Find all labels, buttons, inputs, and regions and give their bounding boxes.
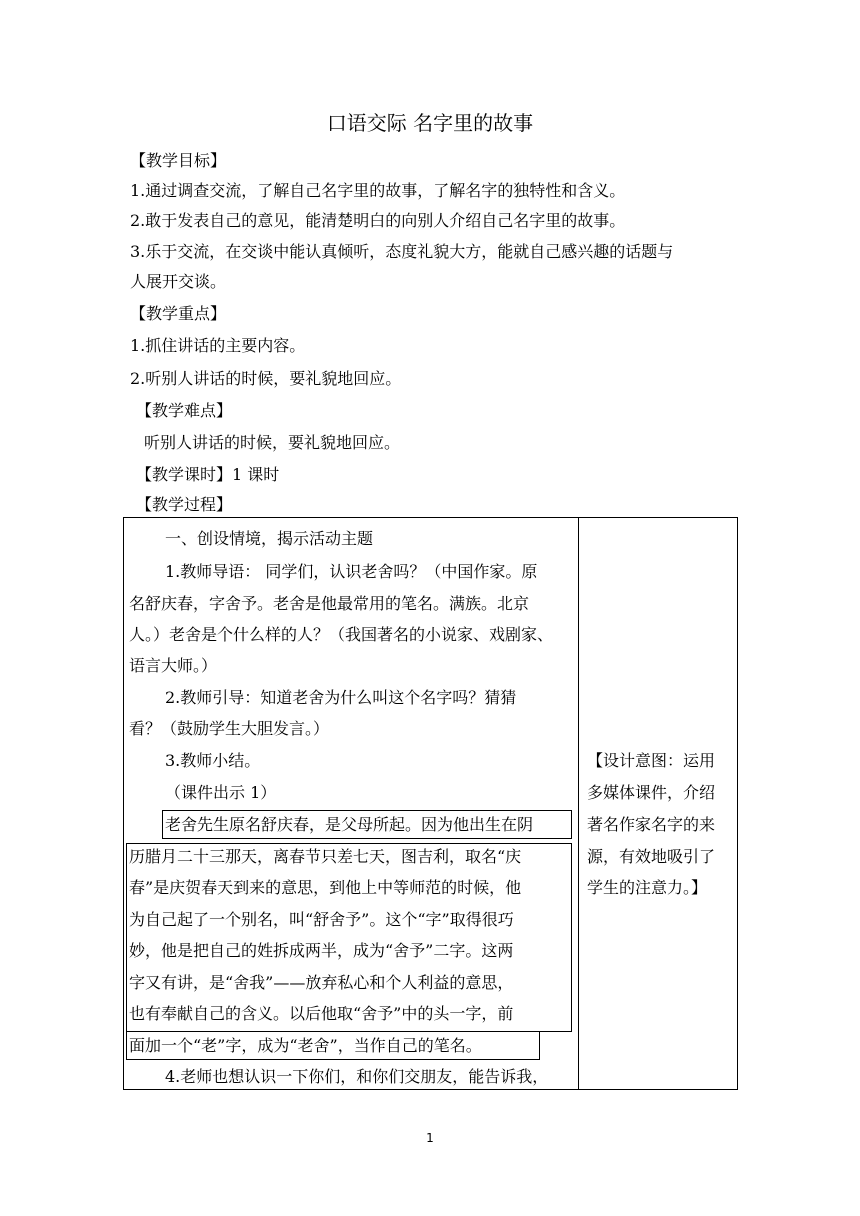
goal-item-3-line-2: 人展开交谈。 xyxy=(130,272,227,291)
process-line: 看？（鼓励学生大胆发言。） xyxy=(129,719,330,738)
excerpt-line: 也有奉献自己的含义。以后他取“舍予”中的头一字，前 xyxy=(129,1004,514,1023)
key-point-1: 1.抓住讲话的主要内容。 xyxy=(130,336,306,355)
process-line: （课件出示 1） xyxy=(165,783,277,802)
process-line: 4.老师也想认识一下你们，和你们交朋友，能告诉我， xyxy=(165,1067,549,1086)
table-column-divider xyxy=(578,517,579,1090)
goal-item-2: 2.敢于发表自己的意见，能清楚明白的向别人介绍自己名字里的故事。 xyxy=(130,211,626,230)
difficulty-text: 听别人讲话的时候，要礼貌地回应。 xyxy=(144,433,401,452)
design-intent-line: 【设计意图：运用 xyxy=(587,751,716,770)
excerpt-line: 面加一个“老”字，成为“老舍”，当作自己的笔名。 xyxy=(129,1036,482,1055)
excerpt-line: 老舍先生原名舒庆春，是父母所起。因为他出生在阴 xyxy=(165,815,534,834)
excerpt-line: 字又有讲，是“舍我”——放弃私心和个人利益的意思， xyxy=(129,973,514,992)
process-section-heading: 一、创设情境，揭示活动主题 xyxy=(165,529,374,548)
goal-item-1: 1.通过调查交流，了解自己名字里的故事，了解名字的独特性和含义。 xyxy=(130,181,626,200)
excerpt-line: 历腊月二十三那天，离春节只差七天，图吉利，取名“庆 xyxy=(129,847,522,866)
process-line: 2.教师引导：知道老舍为什么叫这个名字吗？猜猜 xyxy=(165,688,517,707)
design-intent-line: 著名作家名字的来 xyxy=(587,815,716,834)
design-intent-line: 多媒体课件，介绍 xyxy=(587,783,716,802)
design-intent-line: 学生的注意力。】 xyxy=(587,878,708,897)
hours-text: 【教学课时】1 课时 xyxy=(136,465,280,484)
process-line: 1.教师导语： 同学们，认识老舍吗？（中国作家。原 xyxy=(165,562,538,581)
key-point-2: 2.听别人讲话的时候，要礼貌地回应。 xyxy=(130,369,402,388)
process-heading: 【教学过程】 xyxy=(136,495,233,514)
goals-heading: 【教学目标】 xyxy=(130,151,227,170)
goal-item-3-line-1: 3.乐于交流，在交谈中能认真倾听，态度礼貌大方，能就自己感兴趣的话题与 xyxy=(130,242,674,261)
process-line: 人。）老舍是个什么样的人？（我国著名的小说家、戏剧家、 xyxy=(129,625,554,644)
design-intent-line: 源，有效地吸引了 xyxy=(587,847,716,866)
process-line: 名舒庆春，字舍予。老舍是他最常用的笔名。满族。北京 xyxy=(129,594,530,613)
excerpt-line: 春”是庆贺春天到来的意思，到他上中等师范的时候，他 xyxy=(129,878,522,897)
process-line: 语言大师。） xyxy=(129,656,218,675)
process-line: 3.教师小结。 xyxy=(165,751,261,770)
page-number: 1 xyxy=(426,1131,434,1145)
difficulty-heading: 【教学难点】 xyxy=(136,401,233,420)
excerpt-line: 妙，他是把自己的姓拆成两半，成为“舍予”二字。这两 xyxy=(129,941,514,960)
page-title: 口语交际 名字里的故事 xyxy=(326,111,534,135)
excerpt-line: 为自己起了一个别名，叫“舒舍予”。这个“字”取得很巧 xyxy=(129,910,514,929)
key-points-heading: 【教学重点】 xyxy=(130,304,227,323)
